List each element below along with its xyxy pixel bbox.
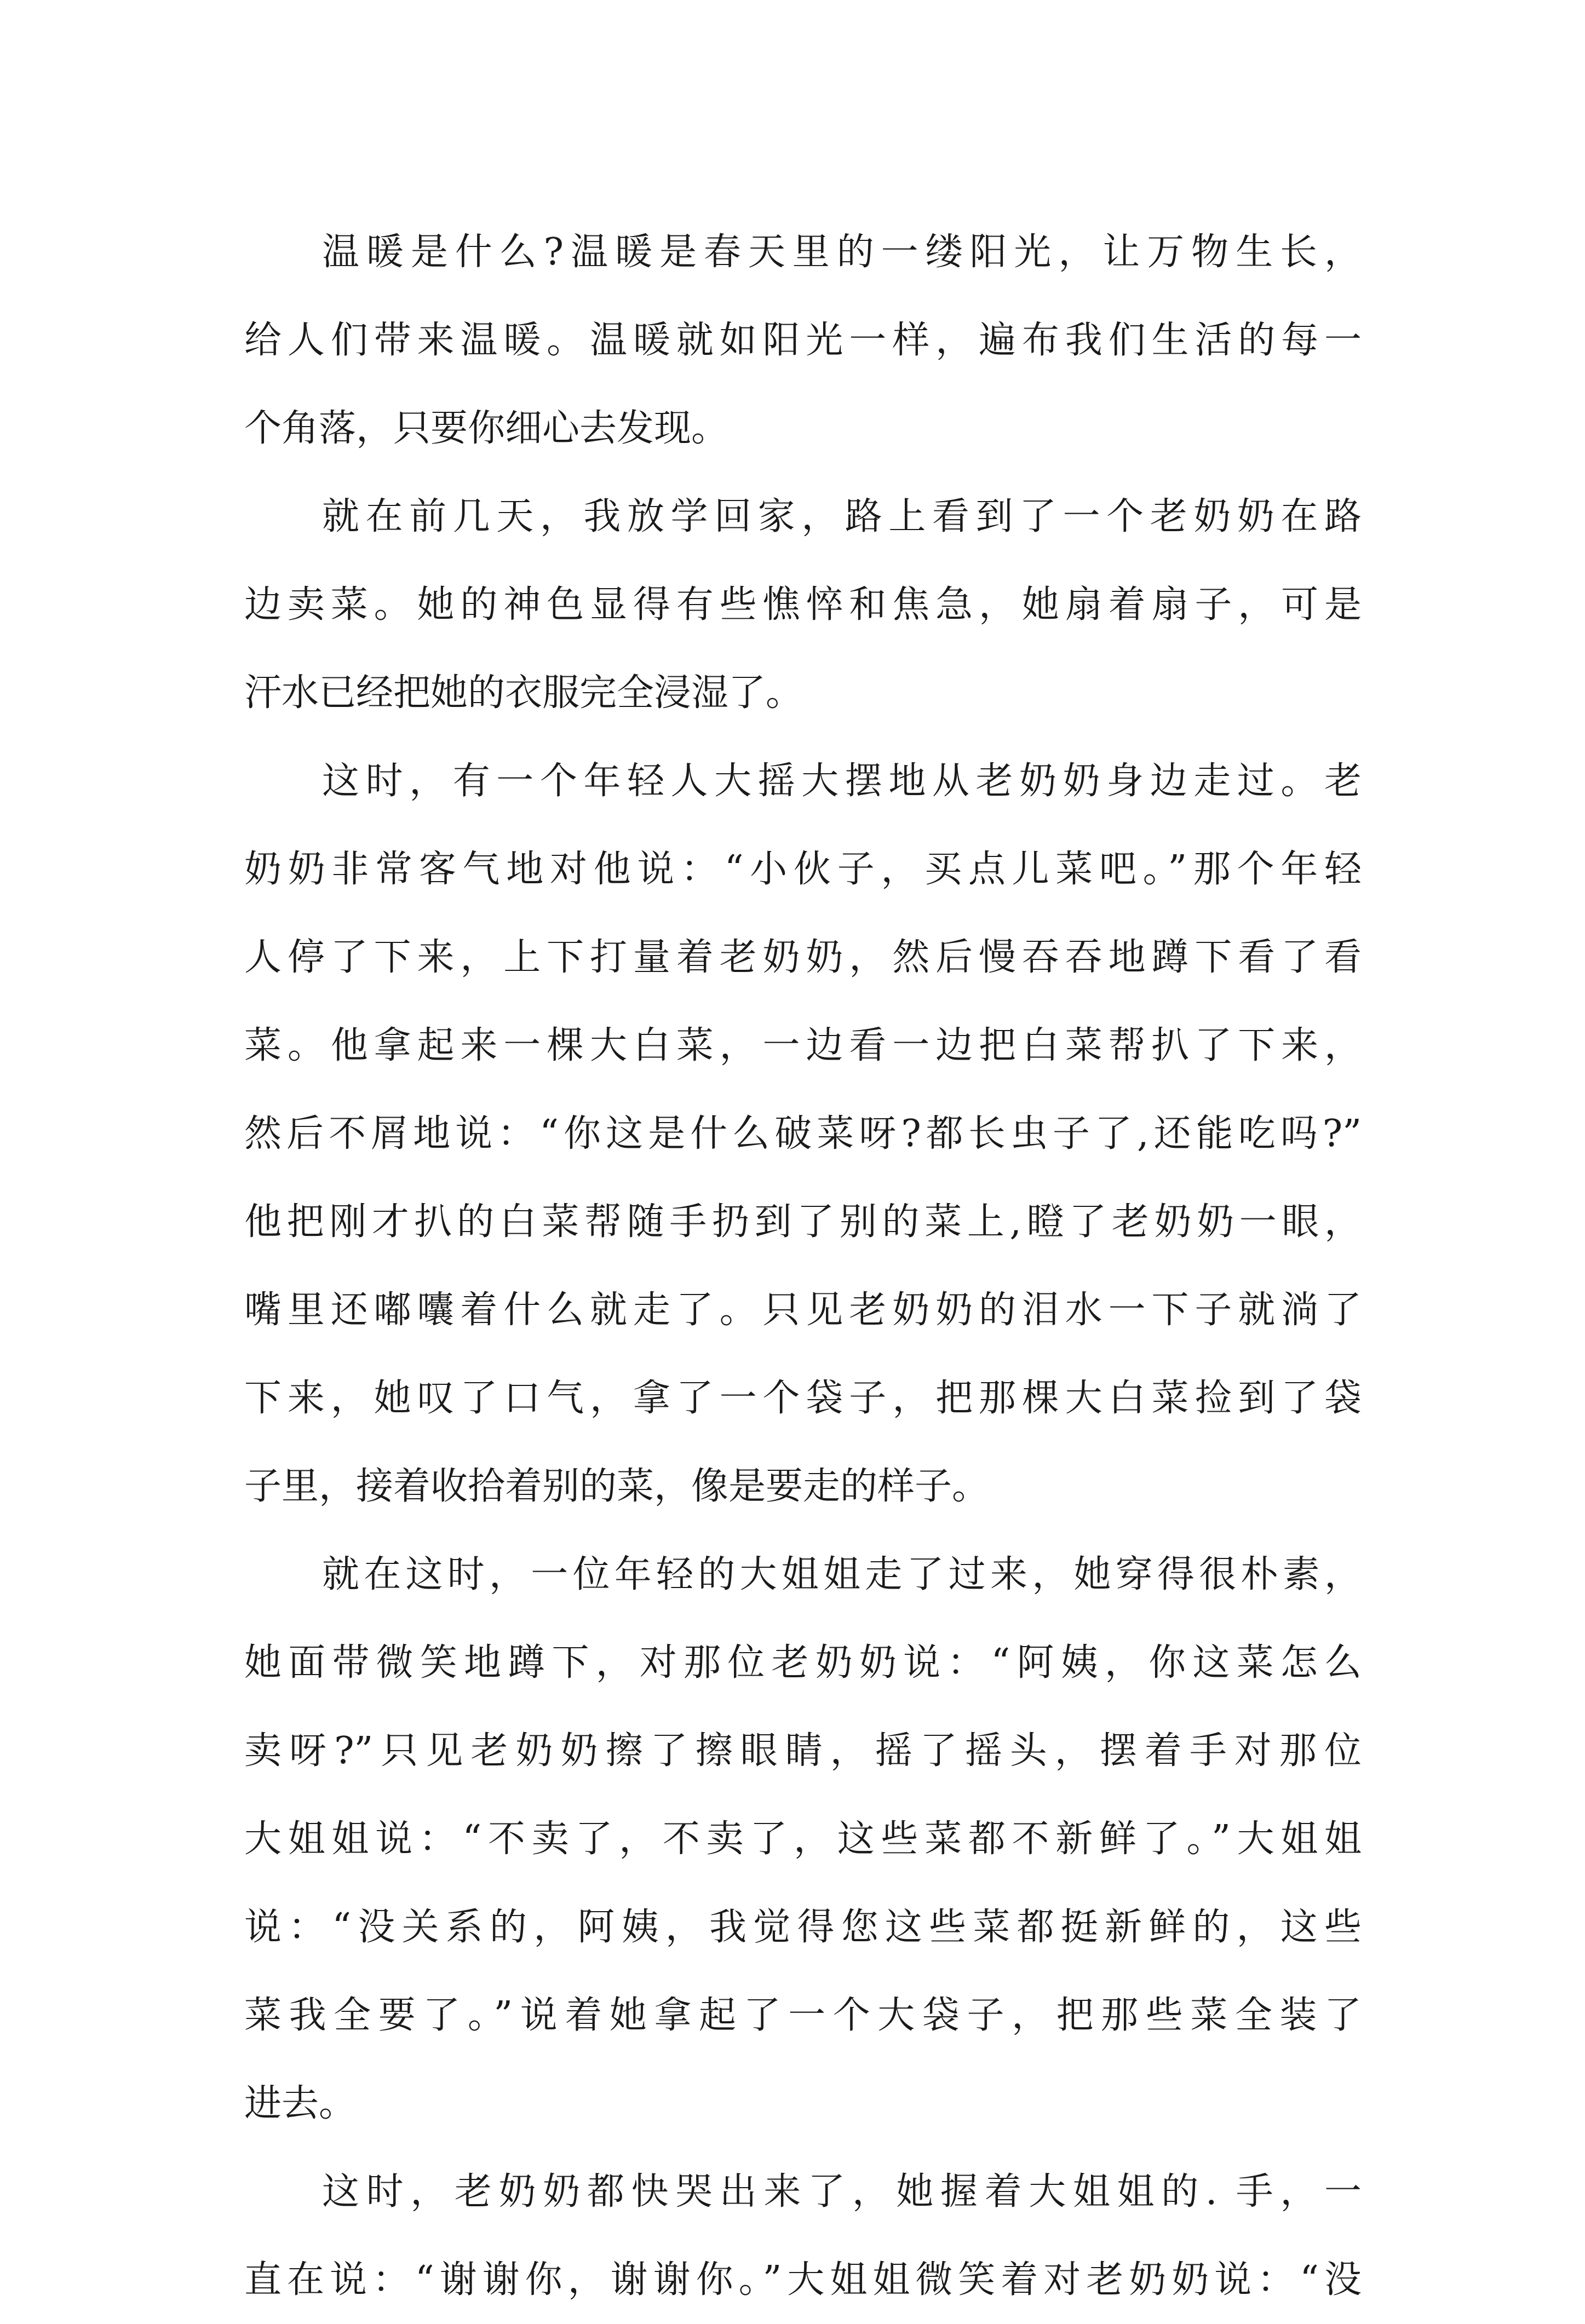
paragraph-3-line-4: 菜。他拿起来一棵大白菜，一边看一边把白菜帮扒了下来， bbox=[244, 1024, 1362, 1067]
paragraph-4-line-5: 说：“没关系的，阿姨，我觉得您这些菜都挺新鲜的，这些 bbox=[244, 1906, 1362, 1949]
paragraph-3-line-5: 然后不屑地说：“你这是什么破菜呀?都长虫子了,还能吃吗?” bbox=[244, 1112, 1362, 1155]
paragraph-5-line-1: 这时，老奶奶都快哭出来了，她握着大姐姐的. 手，一 bbox=[322, 2170, 1362, 2213]
paragraph-4-line-6: 菜我全要了。”说着她拿起了一个大袋子，把那些菜全装了 bbox=[244, 1994, 1362, 2037]
paragraph-2-line-1: 就在前几天，我放学回家，路上看到了一个老奶奶在路 bbox=[322, 495, 1362, 538]
paragraph-3-line-3: 人停了下来，上下打量着老奶奶，然后慢吞吞地蹲下看了看 bbox=[244, 936, 1362, 979]
paragraph-4-line-7: 进去。 bbox=[244, 2082, 357, 2125]
paragraph-5-line-2: 直在说：“谢谢你，谢谢你。”大姐姐微笑着对老奶奶说：“没 bbox=[244, 2258, 1362, 2302]
paragraph-4-line-1: 就在这时，一位年轻的大姐姐走了过来，她穿得很朴素， bbox=[322, 1553, 1362, 1596]
paragraph-1-line-2: 给人们带来温暖。温暖就如阳光一样，遍布我们生活的每一 bbox=[244, 319, 1362, 362]
paragraph-4-line-4: 大姐姐说：“不卖了，不卖了，这些菜都不新鲜了。”大姐姐 bbox=[244, 1817, 1362, 1861]
paragraph-3-line-7: 嘴里还嘟囔着什么就走了。只见老奶奶的泪水一下子就淌了 bbox=[244, 1288, 1362, 1332]
paragraph-1-line-1: 温暖是什么?温暖是春天里的一缕阳光，让万物生长， bbox=[322, 231, 1362, 274]
paragraph-3-line-9: 子里，接着收拾着别的菜，像是要走的样子。 bbox=[244, 1465, 990, 1508]
paragraph-3-line-6: 他把刚才扒的白菜帮随手扔到了别的菜上,瞪了老奶奶一眼， bbox=[244, 1200, 1362, 1244]
paragraph-2-line-2: 边卖菜。她的神色显得有些憔悴和焦急，她扇着扇子，可是 bbox=[244, 583, 1362, 626]
paragraph-3-line-8: 下来，她叹了口气，拿了一个袋子，把那棵大白菜捡到了袋 bbox=[244, 1377, 1362, 1420]
paragraph-3-line-1: 这时，有一个年轻人大摇大摆地从老奶奶身边走过。老 bbox=[322, 760, 1362, 803]
paragraph-1-line-3: 个角落，只要你细心去发现。 bbox=[244, 407, 729, 450]
paragraph-2-line-3: 汗水已经把她的衣服完全浸湿了。 bbox=[244, 671, 803, 715]
paragraph-4-line-2: 她面带微笑地蹲下，对那位老奶奶说：“阿姨，你这菜怎么 bbox=[244, 1641, 1362, 1684]
paragraph-4-line-3: 卖呀?”只见老奶奶擦了擦眼睛，摇了摇头，摆着手对那位 bbox=[244, 1729, 1362, 1773]
paragraph-3-line-2: 奶奶非常客气地对他说：“小伙子，买点儿菜吧。”那个年轻 bbox=[244, 848, 1362, 891]
article-body bbox=[244, 208, 1362, 2324]
